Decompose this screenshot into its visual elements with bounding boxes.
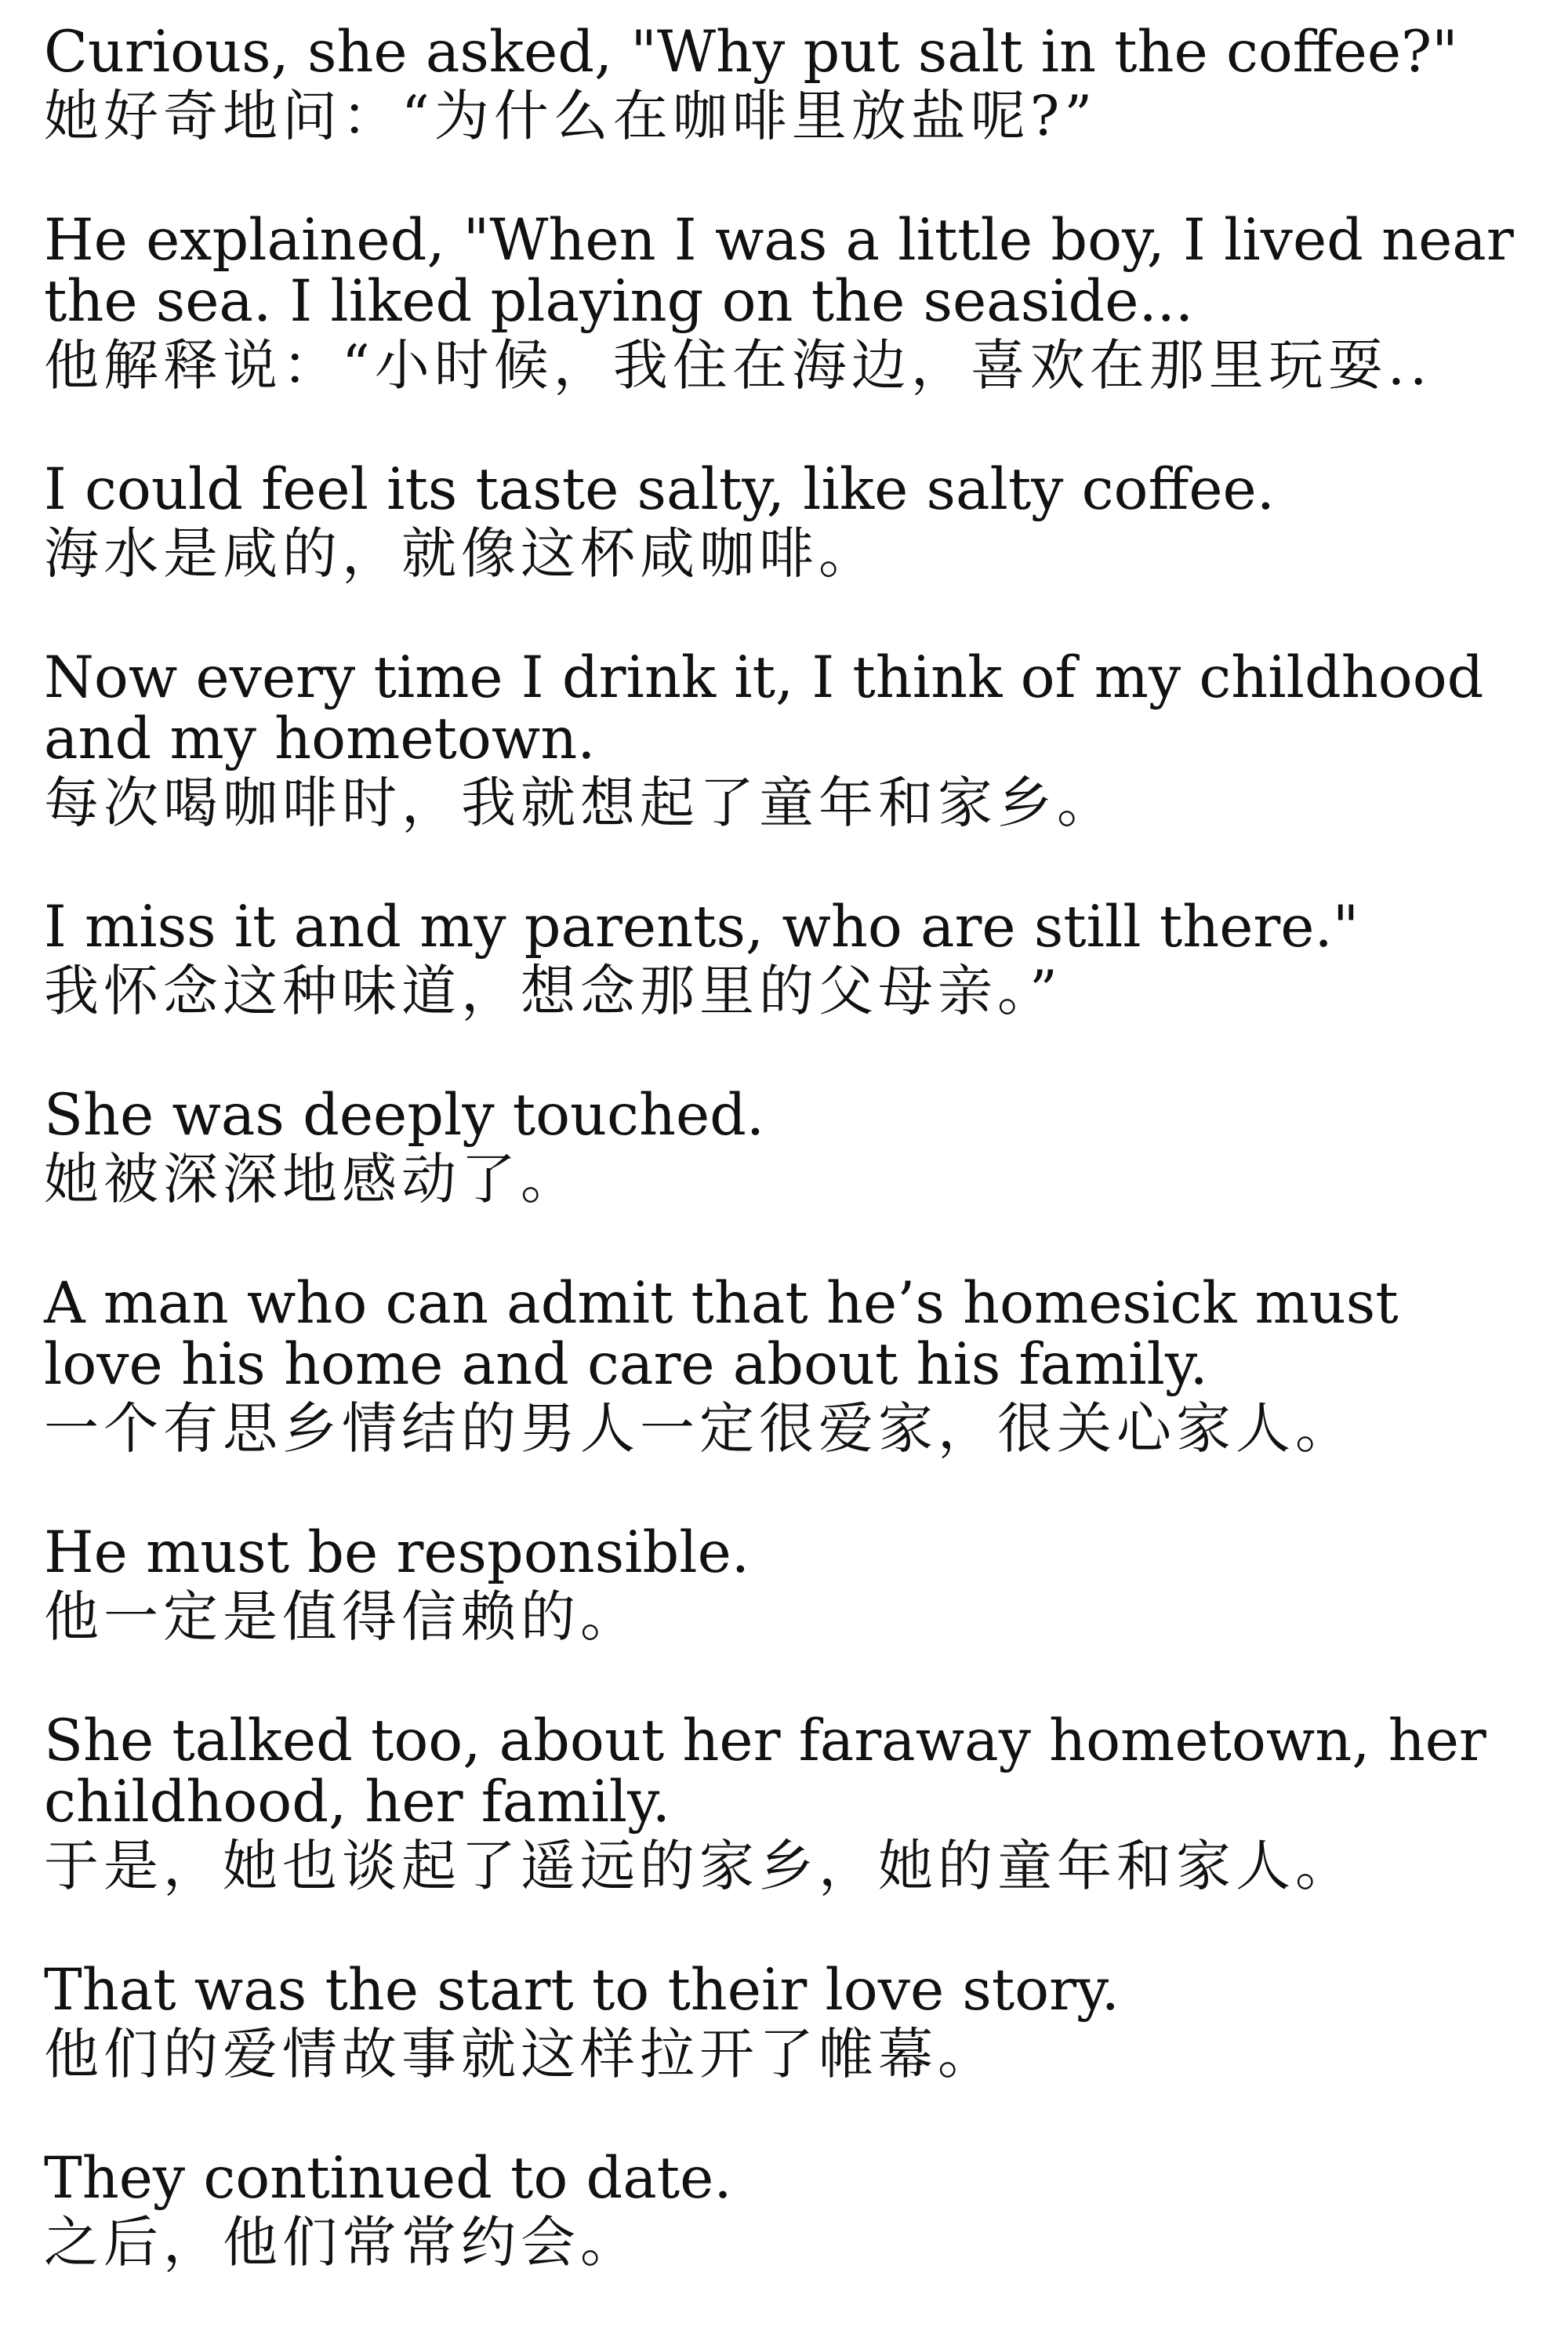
english-line: They continued to date. [44, 2145, 732, 2212]
chinese-line: 他们的爱情故事就这样拉开了帷幕。 [44, 2022, 997, 2086]
chinese-line: 我怀念这种味道，想念那里的父母亲。” [44, 959, 1062, 1023]
english-line: Now every time I drink it, I think of my childhood and my hometown. [44, 644, 1484, 772]
chinese-line: 他一定是值得信赖的。 [44, 1584, 640, 1649]
chinese-line: 她好奇地问：“为什么在咖啡里放盐呢?” [44, 84, 1098, 148]
english-line: Curious, she asked, "Why put salt in the coffee?" [44, 19, 1458, 85]
paragraph-10 [44, 1957, 1557, 2087]
english-line: A man who can admit that he’s homesick must love his home and care about his family. [44, 1270, 1399, 1398]
chinese-line: 每次喝咖啡时，我就想起了童年和家乡。 [44, 771, 1116, 835]
chinese-line: 海水是咸的，就像这杯咸咖啡。 [44, 521, 878, 586]
paragraph-3 [44, 456, 1557, 586]
chinese-line: 他解释说：“小时候，我住在海边，喜欢在那里玩耍.. [44, 333, 1432, 397]
chinese-line: 于是，她也谈起了遥远的家乡，她的童年和家人。 [44, 1834, 1355, 1898]
paragraph-11 [44, 2145, 1557, 2275]
bilingual-story-text [44, 19, 1557, 2336]
english-line: She talked too, about her faraway hometown, her childhood, her family. [44, 1708, 1486, 1835]
english-line: I could feel its taste salty, like salty coffee. [44, 456, 1275, 523]
paragraph-5 [44, 894, 1557, 1024]
english-line: I miss it and my parents, who are still there." [44, 894, 1359, 960]
english-line: He must be responsible. [44, 1519, 750, 1586]
english-line: That was the start to their love story. [44, 1957, 1120, 2024]
chinese-line: 她被深深地感动了。 [44, 1147, 580, 1211]
paragraph-6 [44, 1082, 1557, 1212]
paragraph-9 [44, 1708, 1557, 1899]
english-line: She was deeply touched. [44, 1082, 765, 1149]
paragraph-2 [44, 207, 1557, 398]
chinese-line: 之后，他们常常约会。 [44, 2210, 640, 2274]
paragraph-4 [44, 644, 1557, 836]
english-line: He explained, "When I was a little boy, I lived near the sea. I liked playing on the seaside... [44, 207, 1514, 335]
paragraph-1 [44, 19, 1557, 149]
chinese-line: 一个有思乡情结的男人一定很爱家，很关心家人。 [44, 1396, 1355, 1461]
paragraph-8 [44, 1519, 1557, 1650]
paragraph-7 [44, 1270, 1557, 1461]
